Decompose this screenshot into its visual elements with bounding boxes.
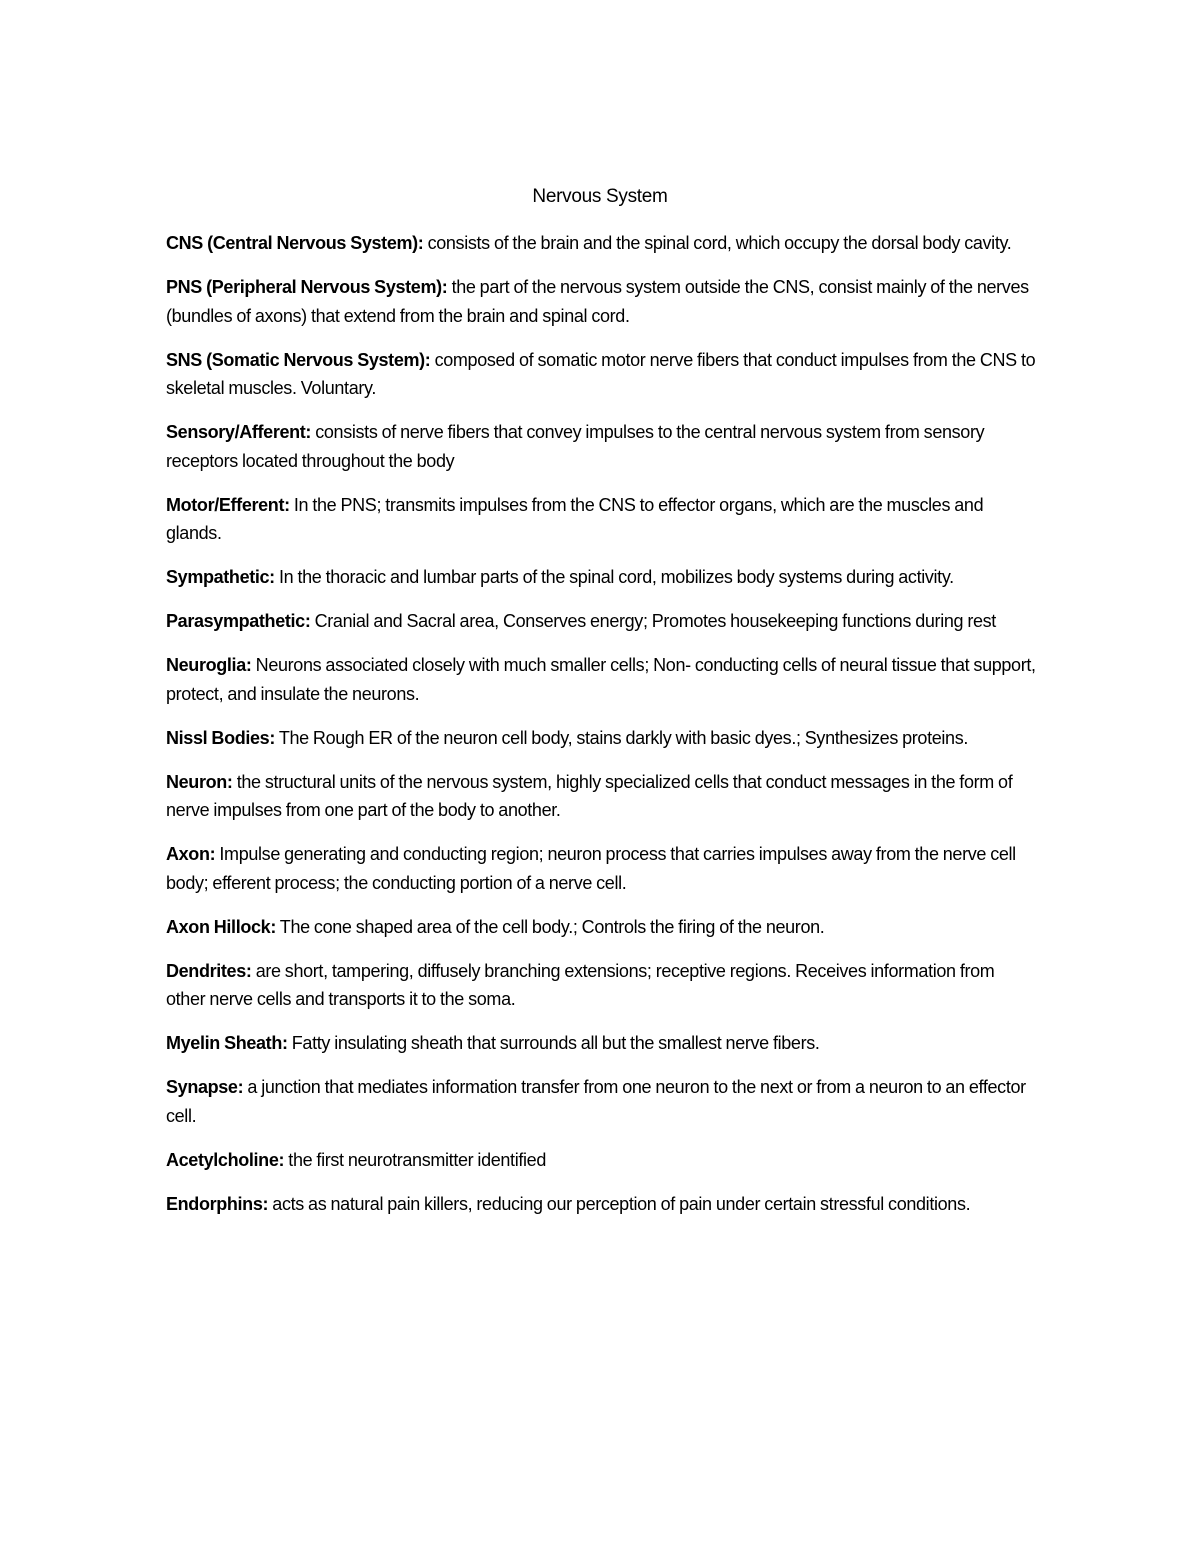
definition-text: The cone shaped area of the cell body.; Controls the firing of the neuron. — [279, 916, 825, 937]
definition-term: Acetylcholine: — [166, 1149, 285, 1170]
definition-text: the part of the nervous system outside the CNS, consist mainly of the nerves (bundles of axons) that extend from the brain and spinal cord. — [166, 277, 1029, 326]
definition-item — [166, 1190, 1036, 1219]
definition-text: Fatty insulating sheath that surrounds all but the smallest nerve fibers. — [291, 1033, 820, 1053]
definition-term: Sympathetic: — [166, 567, 275, 587]
definition-term: Parasympathetic: — [166, 611, 311, 631]
definition-text: The Rough ER of the neuron cell body, stains darkly with basic dyes.; Synthesizes proteins. — [278, 727, 969, 748]
definition-term: CNS (Central Nervous System): — [166, 233, 424, 253]
definition-text: composed of somatic motor nerve fibers that conduct impulses from the CNS to skeletal muscles. Voluntary. — [166, 349, 1036, 398]
definition-text: consists of the brain and the spinal cord, which occupy the dorsal body cavity. — [427, 233, 1012, 253]
definition-text: a junction that mediates information transfer from one neuron to the next or from a neuron to an effector cell. — [166, 1077, 1026, 1126]
definition-text: are short, tampering, diffusely branching extensions; receptive regions. Receives information from other nerve cells and transports it to the soma. — [166, 960, 995, 1009]
definition-item — [166, 491, 1036, 548]
definition-term: Neuroglia: — [166, 655, 252, 675]
definition-item — [166, 607, 1036, 636]
definition-item — [166, 229, 1036, 258]
definition-term: Dendrites: — [166, 960, 252, 981]
definition-item — [166, 1146, 1036, 1175]
definition-term: Endorphins: — [166, 1193, 269, 1214]
definition-item — [166, 346, 1036, 403]
definition-text: Cranial and Sacral area, Conserves energy; Promotes housekeeping functions during rest — [314, 611, 996, 631]
definition-item — [166, 724, 1036, 753]
definition-term: Sensory/Afferent: — [166, 422, 312, 442]
definition-term: PNS (Peripheral Nervous System): — [166, 277, 448, 297]
definition-text: consists of nerve fibers that convey impulses to the central nervous system from sensory receptors located throughout the body — [166, 422, 985, 471]
definition-item — [166, 913, 1036, 942]
definition-term: Myelin Sheath: — [166, 1033, 288, 1053]
definition-term: SNS (Somatic Nervous System): — [166, 349, 431, 370]
definitions-list — [166, 229, 1036, 1234]
definition-item — [166, 563, 1036, 592]
definition-term: Synapse: — [166, 1077, 244, 1097]
definition-item — [166, 840, 1036, 897]
definition-term: Axon Hillock: — [166, 916, 276, 937]
definition-text: In the thoracic and lumbar parts of the spinal cord, mobilizes body systems during activity. — [278, 567, 954, 587]
definition-text: acts as natural pain killers, reducing our perception of pain under certain stressful conditions. — [272, 1193, 971, 1214]
definition-item — [166, 1073, 1036, 1130]
definition-item — [166, 273, 1036, 330]
definition-term: Nissl Bodies: — [166, 727, 275, 748]
definition-term: Axon: — [166, 844, 216, 864]
definition-item — [166, 768, 1036, 825]
definition-item — [166, 418, 1036, 475]
definition-term: Motor/Efferent: — [166, 494, 290, 515]
page-title: Nervous System — [532, 186, 668, 207]
definition-term: Neuron: — [166, 771, 233, 792]
definition-item — [166, 957, 1036, 1014]
definition-item — [166, 1029, 1036, 1058]
definition-text: the structural units of the nervous system, highly specialized cells that conduct messages in the form of nerve impulses from one part of the body to another. — [166, 771, 1013, 820]
definition-item — [166, 651, 1036, 708]
definition-text: the first neurotransmitter identified — [288, 1149, 546, 1170]
definition-text: In the PNS; transmits impulses from the CNS to effector organs, which are the muscles and glands. — [166, 494, 984, 543]
definition-text: Impulse generating and conducting region; neuron process that carries impulses away from the nerve cell body; efferent process; the conducting portion of a nerve cell. — [166, 844, 1016, 893]
definition-text: Neurons associated closely with much smaller cells; Non- conducting cells of neural tissue that support, protect, and insulate the neurons. — [166, 655, 1036, 704]
